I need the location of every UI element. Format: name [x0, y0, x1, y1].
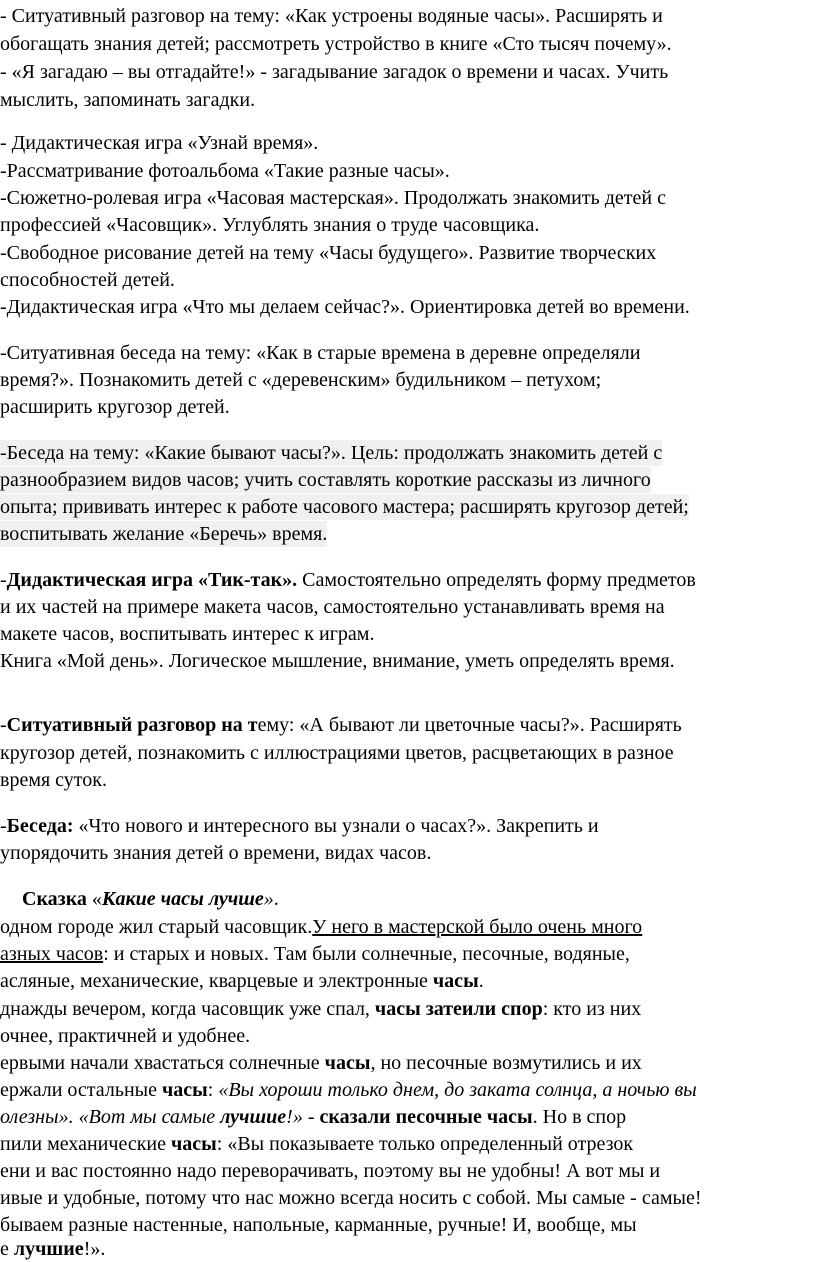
text-segment: . [478, 970, 484, 992]
text-line [0, 158, 450, 184]
text-segment: Какие часы лучше [101, 888, 264, 910]
text-segment: : кто из них [542, 998, 642, 1020]
text-segment: !». [83, 1238, 106, 1260]
text-segment: часы [432, 970, 479, 992]
text-line [0, 240, 656, 266]
text-line [0, 1185, 701, 1211]
text-segment: : «Вы показываете только определенный отрезок [216, 1133, 634, 1155]
text-segment: олезны». «Вот мы самые [0, 1106, 221, 1128]
text-segment: Книга «Мой день». Логическое мышление, внимание, уметь определять время. [0, 650, 675, 672]
text-segment: -Свободное рисование детей на тему «Часы будущего». Развитие творческих [0, 242, 657, 264]
text-segment: очнее, практичней и удобнее. [0, 1025, 251, 1047]
text-line [0, 1212, 637, 1238]
text-line [0, 267, 175, 293]
text-line [0, 340, 640, 366]
text-segment: днажды вечером, когда часовщик уже спал, [0, 998, 375, 1020]
text-segment: бываем разные настенные, напольные, карманные, ручные! И, вообще, мы [0, 1214, 637, 1236]
text-segment: Ситуативный разговор на т [6, 714, 258, 736]
text-segment: ивые и удобные, потому что нас можно всегда носить с собой. Мы самые - самые! [0, 1187, 702, 1209]
text-segment: -Ситуативная беседа на тему: «Как в старые времена в деревне определяли [0, 342, 641, 364]
text-line [0, 3, 663, 29]
text-segment: . Но в спор [532, 1106, 627, 1128]
text-segment: ержали остальные [0, 1079, 162, 1101]
text-segment: часы [324, 1052, 371, 1074]
text-line [0, 294, 690, 320]
text-line [0, 740, 674, 766]
text-line [0, 521, 327, 547]
text-line [0, 712, 682, 738]
text-segment: ему: «А бывают ли цветочные часы?». Расширять [257, 714, 682, 736]
text-segment: - [0, 714, 7, 736]
text-line [0, 212, 539, 238]
text-segment: часы [171, 1133, 217, 1155]
text-segment: - [0, 569, 7, 591]
text-segment: ени и вас постоянно надо переворачивать, поэтому вы не удобны! А вот мы и [0, 1160, 661, 1182]
text-line [0, 567, 696, 593]
text-line [0, 367, 601, 393]
text-segment: » [263, 888, 274, 910]
story-title [22, 886, 279, 912]
text-line [0, 594, 665, 620]
text-segment: и их частей на примере макета часов, самостоятельно устанавливать время на [0, 596, 665, 618]
text-line [0, 1050, 642, 1076]
text-line [0, 996, 641, 1022]
text-segment: упорядочить знания детей о времени, видах часов. [0, 842, 432, 864]
text-segment: опыта; прививать интерес к работе часового мастера; расширять кругозор детей; [0, 496, 689, 518]
text-segment: : [207, 1079, 219, 1101]
text-segment: одном городе жил старый часовщик. [0, 916, 313, 938]
text-line [0, 31, 672, 57]
text-line [0, 494, 689, 520]
text-segment: мыслить, запоминать загадки. [0, 89, 256, 111]
text-segment: У него в мастерской было очень много [312, 916, 643, 938]
text-segment: лучшие [13, 1238, 84, 1260]
text-segment: «Вы хороши только днем, до заката солнца, а ночью вы [218, 1079, 697, 1101]
text-segment: - [302, 1106, 320, 1128]
text-segment: время?». Познакомить детей с «деревенским» будильником – петухом; [0, 369, 602, 391]
text-segment: Дидактическая игра «Тик-так». [6, 569, 298, 591]
text-segment: «Что нового и интересного вы узнали о часах?». Закрепить и [73, 815, 599, 837]
text-segment: Самостоятельно определять форму предметов [297, 569, 696, 591]
text-segment: время суток. [0, 769, 107, 791]
text-segment: - «Я загадаю – вы отгадайте!» - загадывание загадок о времени и часах. Учить [0, 61, 669, 83]
text-segment: расширить кругозор детей. [0, 396, 230, 418]
text-segment: лучшие [220, 1106, 287, 1128]
text-line [0, 394, 230, 420]
text-line [0, 941, 630, 967]
text-line [0, 1158, 660, 1184]
text-segment: макете часов, воспитывать интерес к играм. [0, 623, 375, 645]
text-segment: асляные, механические, кварцевые и электронные [0, 970, 433, 992]
text-segment: - Ситуативный разговор на тему: «Как устроены водяные часы». Расширять и [0, 5, 663, 27]
text-segment: Беседа: [6, 815, 74, 837]
text-line [0, 648, 675, 674]
text-segment: пили механические [0, 1133, 171, 1155]
text-segment: сказали песочные часы [319, 1106, 533, 1128]
text-line [0, 59, 668, 85]
text-line [0, 1104, 626, 1130]
text-segment: ервыми начали хвастаться солнечные [0, 1052, 325, 1074]
text-line [0, 813, 599, 839]
text-line [0, 185, 666, 211]
text-segment: : и старых и новых. Там были солнечные, песочные, водяные, [103, 943, 630, 965]
text-segment: -Сюжетно-ролевая игра «Часовая мастерская». Продолжать знакомить детей с [0, 187, 666, 209]
text-segment: « [86, 888, 102, 910]
text-segment: -Беседа на тему: «Какие бывают часы?». Цель: продолжать знакомить детей с [0, 442, 663, 464]
text-line [0, 1077, 697, 1103]
text-segment: разнообразием видов часов; учить составлять короткие рассказы из личного [0, 469, 651, 491]
text-segment: воспитывать желание «Беречь» время. [0, 523, 328, 545]
text-line [0, 440, 662, 466]
text-segment: Сказка [22, 888, 87, 910]
text-segment: -Рассматривание фотоальбома «Такие разные часы». [0, 160, 450, 182]
text-line [0, 1023, 250, 1049]
text-segment: е [0, 1238, 14, 1260]
text-line [0, 767, 107, 793]
text-line [0, 1236, 105, 1262]
text-line [0, 87, 255, 113]
text-line [0, 467, 651, 493]
text-line [0, 968, 484, 994]
text-line [0, 840, 431, 866]
text-segment: . [273, 888, 279, 910]
text-segment: !» [286, 1106, 303, 1128]
text-line [0, 130, 318, 156]
text-line [0, 914, 642, 940]
text-segment: обогащать знания детей; рассмотреть устройство в книге «Сто тысяч почему». [0, 33, 672, 55]
text-segment: способностей детей. [0, 269, 175, 291]
text-segment: , но песочные возмутились и их [370, 1052, 642, 1074]
text-segment: часы затеили спор [374, 998, 543, 1020]
text-segment: азных часов [0, 943, 104, 965]
text-segment: часы [161, 1079, 208, 1101]
text-segment: профессией «Часовщик». Углублять знания о труде часовщика. [0, 214, 540, 236]
text-segment: кругозор детей, познакомить с иллюстрациями цветов, расцветающих в разное [0, 742, 674, 764]
text-segment: -Дидактическая игра «Что мы делаем сейчас?». Ориентировка детей во времени. [0, 296, 690, 318]
text-segment: - Дидактическая игра «Узнай время». [0, 132, 319, 154]
text-line [0, 1131, 633, 1157]
text-line [0, 621, 374, 647]
text-segment: - [0, 815, 7, 837]
